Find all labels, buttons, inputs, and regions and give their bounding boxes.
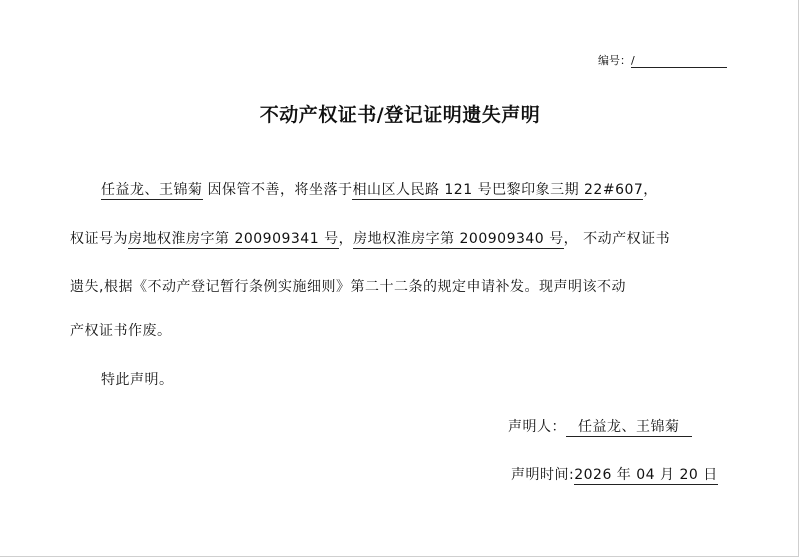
closing-statement: 特此声明。 [101, 372, 174, 388]
serial-label: 编号： [598, 54, 631, 67]
serial-number [598, 52, 727, 68]
text-segment: ， [643, 182, 658, 198]
certificate-number-1: 房地权淮房字第 200909341 号 [128, 231, 339, 247]
text-segment: 因保管不善，将坐落于 [202, 182, 353, 198]
declarant-line [508, 416, 692, 437]
owner-names: 任益龙、王锦菊 [101, 182, 203, 198]
paragraph-line-2 [70, 228, 670, 248]
declarant-label: 声明人： [508, 419, 566, 435]
serial-value: / [631, 54, 727, 68]
certificate-number-2: 房地权淮房字第 200909340 号 [353, 231, 564, 247]
text-segment: ， [338, 231, 354, 247]
paragraph-line-3: 遗失,根据《不动产登记暂行条例实施细则》第二十二条的规定申请补发。现声明该不动 [70, 279, 626, 295]
date-line [511, 464, 718, 484]
paragraph-line-4: 产权证书作废。 [70, 323, 172, 339]
text-segment: 权证号为 [70, 231, 128, 247]
property-location: 相山区人民路 121 号巴黎印象三期 22#607 [352, 182, 644, 198]
declaration-date: 2026 年 04 月 20 日 [574, 467, 718, 483]
declarant-names: 任益龙、王锦菊 [566, 416, 692, 437]
document-title: 不动产权证书/登记证明遗失声明 [259, 104, 541, 126]
text-segment: ， 不动产权证书 [563, 231, 671, 247]
date-label: 声明时间: [511, 467, 575, 483]
paragraph-line-1 [101, 179, 658, 199]
